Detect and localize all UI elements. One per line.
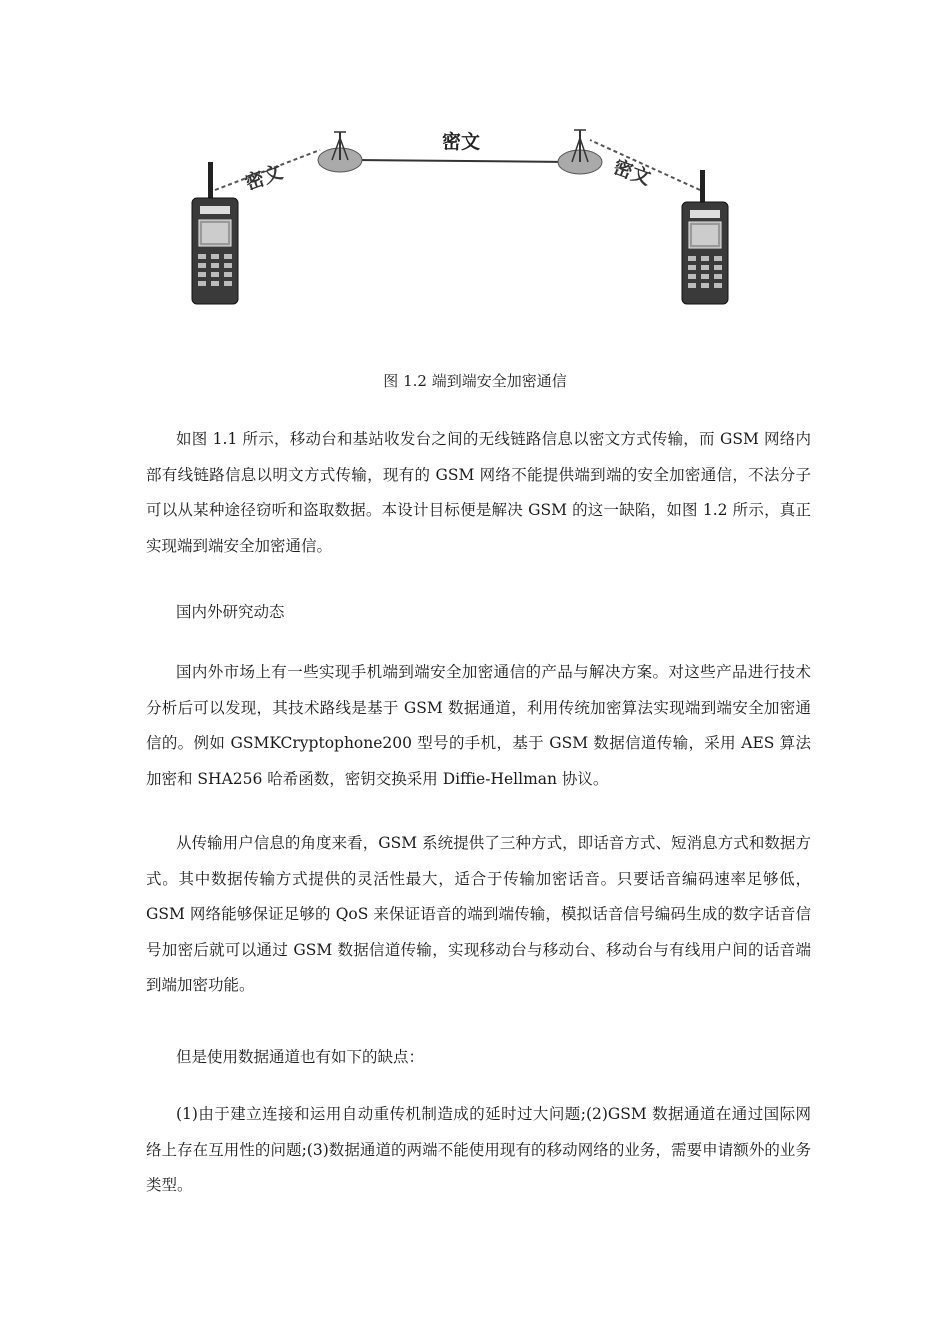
wired-link <box>355 160 570 162</box>
paragraph-3: 从传输用户信息的角度来看，GSM 系统提供了三种方式，即话音方式、短消息方式和数据方式。其中数据传输方式提供的灵活性最大，适合于传输加密话音。只要话音编码速率足够低，GSM 网络能够保证足够的 QoS 来保证语音的端到端传输，模拟话音信号编码生成的数字话音信号加密后就可以通过 GSM 数据信道传输，实现移动台与移动台、移动台与有线用户间的话音端到端加密功能。 <box>146 834 811 994</box>
left-base-station-icon <box>318 132 362 172</box>
figure-caption: 图 1.2 端到端安全加密通信 <box>383 372 567 390</box>
right-link-label: 密文 <box>610 156 654 190</box>
paragraph-4: 但是使用数据通道也有如下的缺点： <box>176 1048 425 1066</box>
right-base-station-icon <box>558 130 602 174</box>
section-heading: 国内外研究动态 <box>176 603 285 621</box>
middle-link-label: 密文 <box>442 131 481 153</box>
paragraph-2: 国内外市场上有一些实现手机端到端安全加密通信的产品与解决方案。对这些产品进行技术分析后可以发现，其技术路线是基于 GSM 数据通道，利用传统加密算法实现端到端安全加密通信的。例如 GSMKCryptophone200 型号的手机，基于 GSM 数据信道传输，采用 AES 算法加密和 SHA256 哈希函数，密钥交换采用 Diffie-Hellman 协议。 <box>146 663 811 788</box>
figure-diagram <box>180 110 740 330</box>
end-to-end-encryption-figure <box>180 110 740 330</box>
right-mobile-phone-icon <box>682 170 728 304</box>
paragraph-1: 如图 1.1 所示，移动台和基站收发台之间的无线链路信息以密文方式传输，而 GSM 网络内部有线链路信息以明文方式传输，现有的 GSM 网络不能提供端到端的安全加密通信，不法分子可以从某种途径窃听和盗取数据。本设计目标便是解决 GSM 的这一缺陷，如图 1.2 所示，真正实现端到端安全加密通信。 <box>146 430 811 555</box>
left-link-label: 密文 <box>242 161 286 195</box>
paragraph-5: (1)由于建立连接和运用自动重传机制造成的延时过大问题;(2)GSM 数据通道在通过国际网络上存在互用性的问题;(3)数据通道的两端不能使用现有的移动网络的业务，需要申请额外的业务类型。 <box>146 1105 811 1194</box>
